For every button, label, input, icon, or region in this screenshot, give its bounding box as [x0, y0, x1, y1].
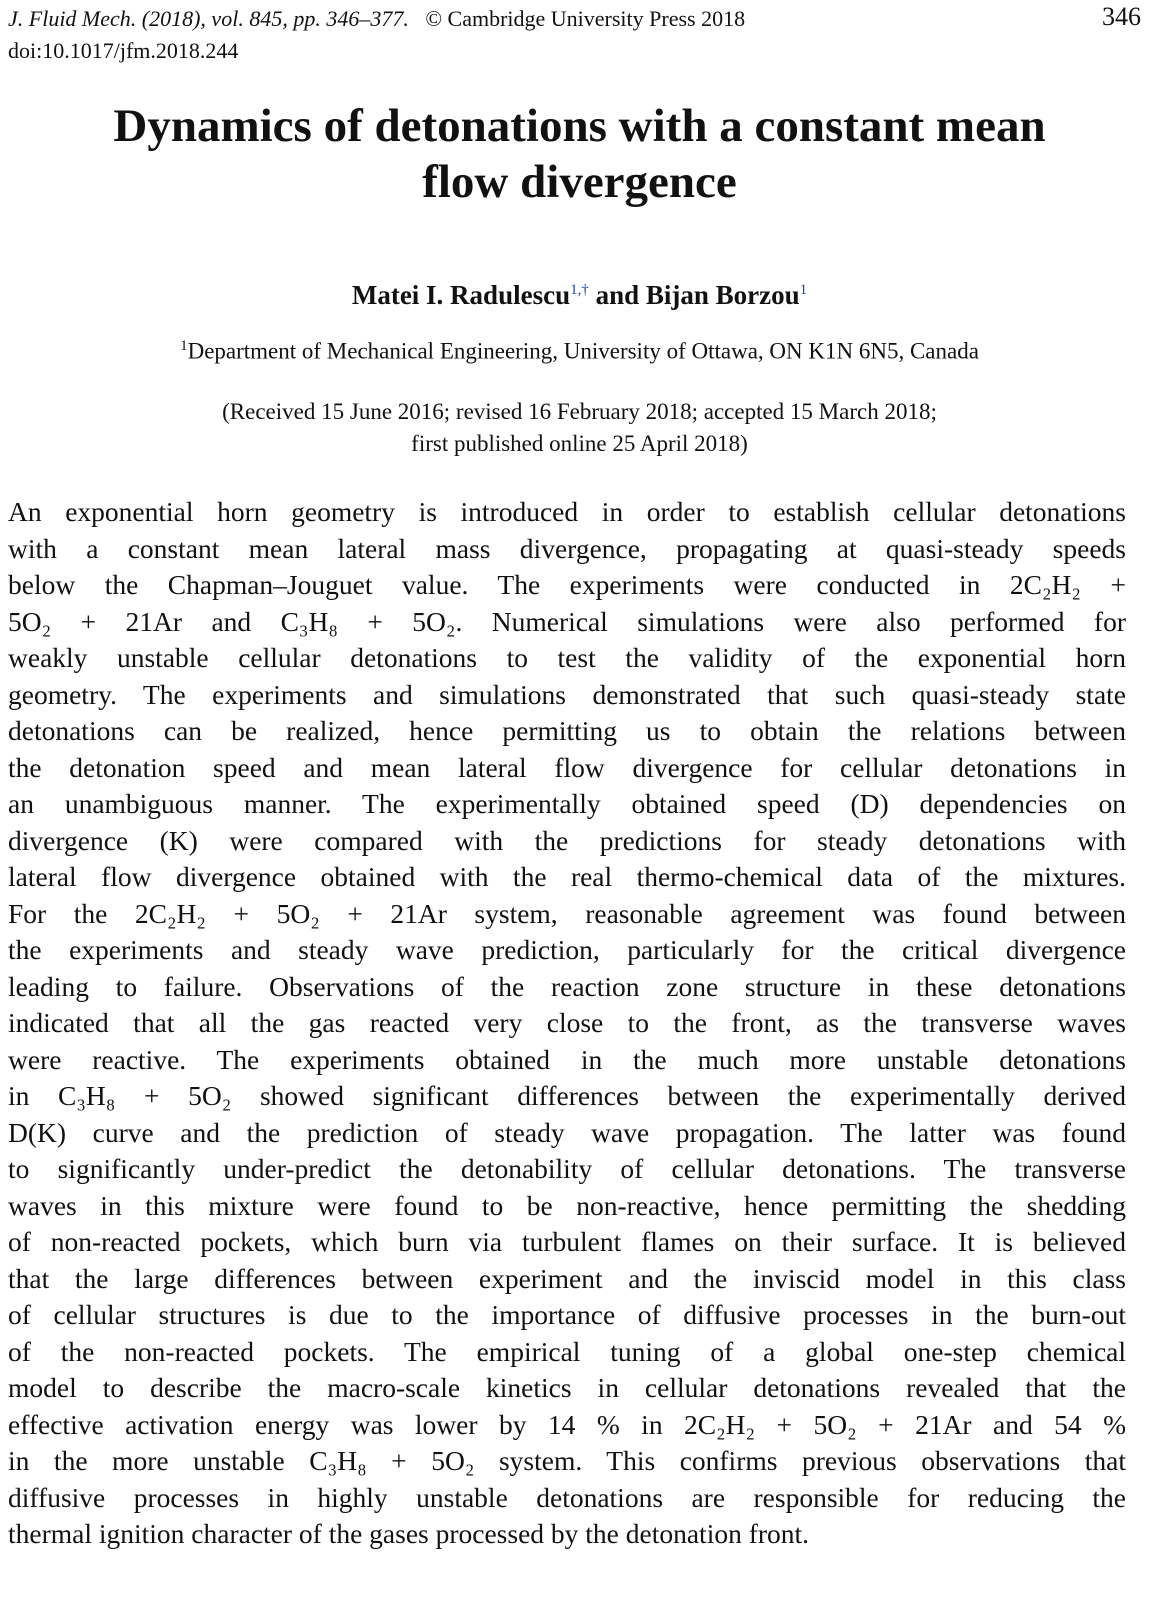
- abstract-line: divergence (K) were compared with the predictions for steady detonations with: [8, 824, 1126, 856]
- abstract-line: lateral flow divergence obtained with the real thermo-chemical data of the mixtures.: [8, 861, 1126, 892]
- abstract-line: 5O₂ + 21Ar and C₃H₈ + 5O₂. Numerical simulations were also performed for: [8, 605, 1126, 637]
- and-text: and: [595, 280, 640, 310]
- abstract-line: An exponential horn geometry is introduced in order to establish cellular detonations: [8, 496, 1126, 527]
- abstract-line: the detonation speed and mean lateral flow divergence for cellular detonations in: [8, 751, 1126, 783]
- citation: J. Fluid Mech. (2018), vol. 845, pp. 346–377.: [8, 6, 409, 31]
- abstract-line: with a constant mean lateral mass divergence, propagating at quasi-steady speeds: [8, 532, 1126, 564]
- abstract: [8, 494, 1126, 1553]
- dates-line: first published online 25 April 2018): [411, 431, 748, 456]
- title-line: Dynamics of detonations with a constant mean: [113, 100, 1046, 152]
- publication-dates: [0, 396, 1159, 460]
- doi: doi:10.1017/jfm.2018.244: [8, 38, 239, 63]
- journal-citation: [8, 6, 745, 32]
- abstract-line: an unambiguous manner. The experimentally obtained speed (D) dependencies on: [8, 788, 1126, 819]
- abstract-line: to significantly under-predict the detonability of cellular detonations. The transverse: [8, 1153, 1126, 1184]
- author-name: Matei I. Radulescu: [351, 280, 571, 310]
- affiliation: [0, 338, 1159, 365]
- abstract-line: below the Chapman–Jouguet value. The experiments were conducted in 2C₂H₂ +: [8, 569, 1126, 600]
- author-name: Bijan Borzou: [645, 280, 800, 310]
- abstract-line: leading to failure. Observations of the reaction zone structure in these detonations: [8, 970, 1126, 1002]
- abstract-line: diffusive processes in highly unstable detonations are responsible for reducing the: [8, 1481, 1126, 1513]
- abstract-line: that the large differences between experiment and the inviscid model in this class: [8, 1262, 1126, 1294]
- affiliation-mark: 1: [180, 338, 188, 354]
- dates-line: (Received 15 June 2016; revised 16 February 2018; accepted 15 March 2018;: [222, 399, 937, 424]
- abstract-line: were reactive. The experiments obtained in the much more unstable detonations: [8, 1043, 1126, 1075]
- abstract-line: in the more unstable C₃H₈ + 5O₂ system. This confirms previous observations that: [8, 1445, 1126, 1476]
- abstract-line: weakly unstable cellular detonations to test the validity of the exponential horn: [8, 642, 1126, 673]
- copyright: © Cambridge University Press 2018: [425, 6, 746, 31]
- abstract-line: model to describe the macro-scale kinetics in cellular detonations revealed that the: [8, 1372, 1126, 1403]
- abstract-line: waves in this mixture were found to be non-reactive, hence permitting the shedding: [8, 1189, 1126, 1221]
- abstract-line: For the 2C₂H₂ + 5O₂ + 21Ar system, reasonable agreement was found between: [8, 897, 1126, 929]
- abstract-line: D(K) curve and the prediction of steady wave propagation. The latter was found: [8, 1116, 1126, 1148]
- page-number: 346: [1102, 2, 1141, 31]
- abstract-line: thermal ignition character of the gases processed by the detonation front.: [8, 1518, 810, 1549]
- abstract-line: effective activation energy was lower by 14 % in 2C₂H₂ + 5O₂ + 21Ar and 54 %: [8, 1408, 1126, 1440]
- paper-title: [0, 98, 1159, 210]
- abstract-line: geometry. The experiments and simulations demonstrated that such quasi-steady state: [8, 678, 1126, 710]
- authors: [0, 280, 1159, 311]
- abstract-line: of non-reacted pockets, which burn via turbulent flames on their surface. It is believed: [8, 1226, 1126, 1257]
- abstract-line: of the non-reacted pockets. The empirical tuning of a global one-step chemical: [8, 1335, 1126, 1367]
- abstract-line: detonations can be realized, hence permitting us to obtain the relations between: [8, 715, 1126, 746]
- author-marks[interactable]: 1: [799, 282, 808, 298]
- abstract-line: of cellular structures is due to the importance of diffusive processes in the burn-out: [8, 1299, 1126, 1330]
- abstract-line: indicated that all the gas reacted very close to the front, as the transverse waves: [8, 1007, 1126, 1038]
- affiliation-text: Department of Mechanical Engineering, University of Ottawa, ON K1N 6N5, Canada: [187, 338, 979, 364]
- title-line: flow divergence: [422, 156, 737, 208]
- abstract-line: in C₃H₈ + 5O₂ showed significant differences between the experimentally derived: [8, 1080, 1126, 1111]
- abstract-line: the experiments and steady wave prediction, particularly for the critical divergence: [8, 934, 1126, 965]
- author-marks[interactable]: 1,†: [570, 282, 589, 298]
